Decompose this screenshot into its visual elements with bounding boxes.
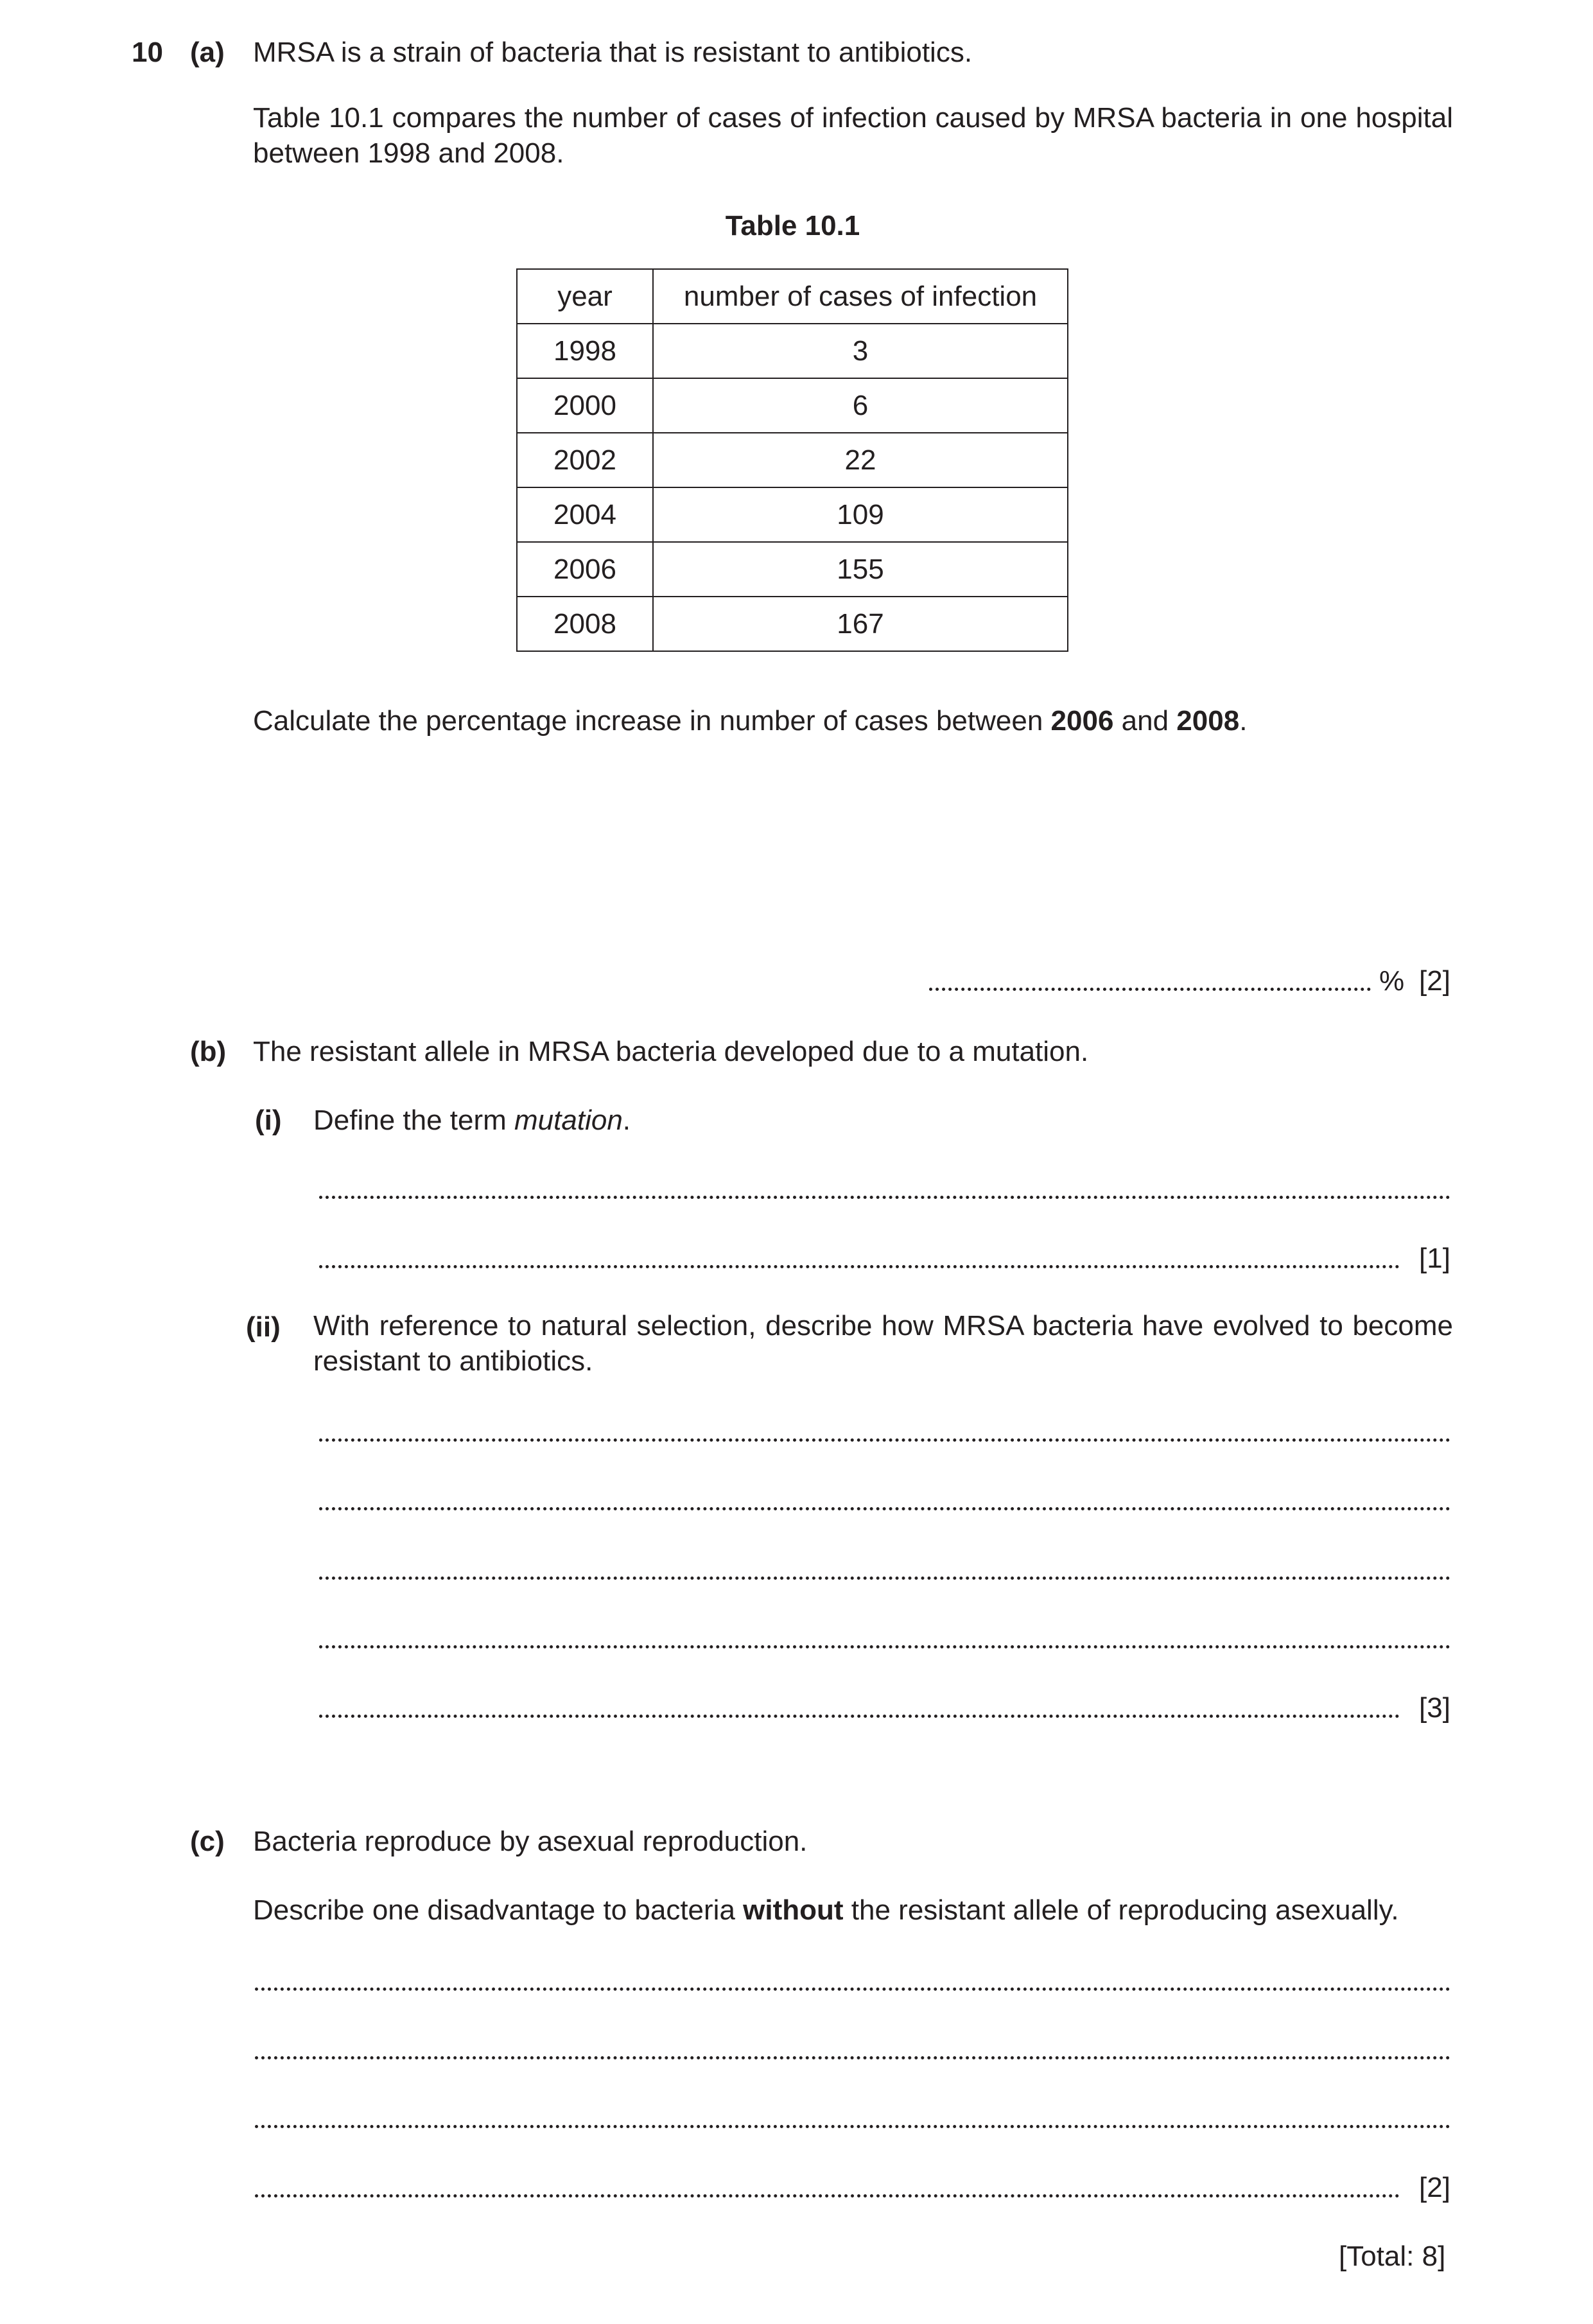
marks-a: [2] xyxy=(1419,965,1450,997)
answer-line-b-i[interactable] xyxy=(319,1265,1400,1268)
part-a-label: (a) xyxy=(190,37,225,68)
year-cell: 2002 xyxy=(517,433,653,487)
part-a-intro: MRSA is a strain of bacteria that is resistant to antibiotics. xyxy=(253,37,973,68)
cases-cell: 167 xyxy=(653,597,1068,651)
answer-line-c[interactable] xyxy=(255,2125,1450,2128)
part-c-task: Describe one disadvantage to bacteria without the resistant allele of reproducing asexually. xyxy=(253,1894,1399,1926)
table-row xyxy=(517,378,1068,433)
table-title: Table 10.1 xyxy=(725,210,860,241)
cases-cell: 6 xyxy=(653,378,1068,433)
answer-line-c[interactable] xyxy=(255,2056,1450,2059)
table-row xyxy=(517,324,1068,378)
table-row xyxy=(517,597,1068,651)
total-marks: [Total: 8] xyxy=(1339,2241,1446,2272)
answer-line-a[interactable] xyxy=(929,988,1371,991)
table-header-row xyxy=(517,269,1068,324)
answer-line-b-ii[interactable] xyxy=(319,1507,1450,1510)
part-b-label: (b) xyxy=(190,1036,227,1067)
answer-line-b-i[interactable] xyxy=(319,1196,1450,1199)
year-cell: 2006 xyxy=(517,542,653,597)
part-c-intro: Bacteria reproduce by asexual reproduction. xyxy=(253,1826,808,1857)
cases-cell: 155 xyxy=(653,542,1068,597)
marks-b-ii: [3] xyxy=(1419,1692,1450,1724)
part-a-task: Calculate the percentage increase in number of cases between 2006 and 2008. xyxy=(253,705,1248,737)
part-b-ii-text: With reference to natural selection, describe how MRSA bacteria have evolved to become resistant to antibiotics. xyxy=(313,1310,1453,1377)
answer-line-b-ii[interactable] xyxy=(319,1577,1450,1580)
table-row xyxy=(517,542,1068,597)
table-row xyxy=(517,487,1068,542)
answer-line-b-ii[interactable] xyxy=(319,1645,1450,1648)
marks-b-i: [1] xyxy=(1419,1243,1450,1274)
answer-line-c[interactable] xyxy=(255,2194,1400,2197)
year-cell: 1998 xyxy=(517,324,653,378)
part-b-i-label: (i) xyxy=(255,1105,282,1136)
column-header-cases: number of cases of infection xyxy=(653,269,1068,324)
answer-line-b-ii[interactable] xyxy=(319,1715,1400,1718)
percent-unit: % xyxy=(1379,965,1405,997)
question-number: 10 xyxy=(132,37,163,68)
table-row xyxy=(517,433,1068,487)
answer-line-c[interactable] xyxy=(255,1988,1450,1991)
year-cell: 2000 xyxy=(517,378,653,433)
part-b-intro: The resistant allele in MRSA bacteria developed due to a mutation. xyxy=(253,1036,1089,1067)
answer-line-b-ii[interactable] xyxy=(319,1438,1450,1442)
cases-cell: 3 xyxy=(653,324,1068,378)
part-b-ii-label: (ii) xyxy=(246,1311,281,1343)
part-b-i-text: Define the term mutation. xyxy=(313,1105,631,1136)
year-cell: 2008 xyxy=(517,597,653,651)
column-header-year: year xyxy=(517,269,653,324)
cases-cell: 22 xyxy=(653,433,1068,487)
table-reference-text: Table 10.1 compares the number of cases of infection caused by MRSA bacteria in one hospital between 1998 and 2008. xyxy=(253,102,1453,169)
year-cell: 2004 xyxy=(517,487,653,542)
marks-c: [2] xyxy=(1419,2172,1450,2203)
part-c-label: (c) xyxy=(190,1826,225,1857)
infection-table xyxy=(516,268,1068,652)
cases-cell: 109 xyxy=(653,487,1068,542)
